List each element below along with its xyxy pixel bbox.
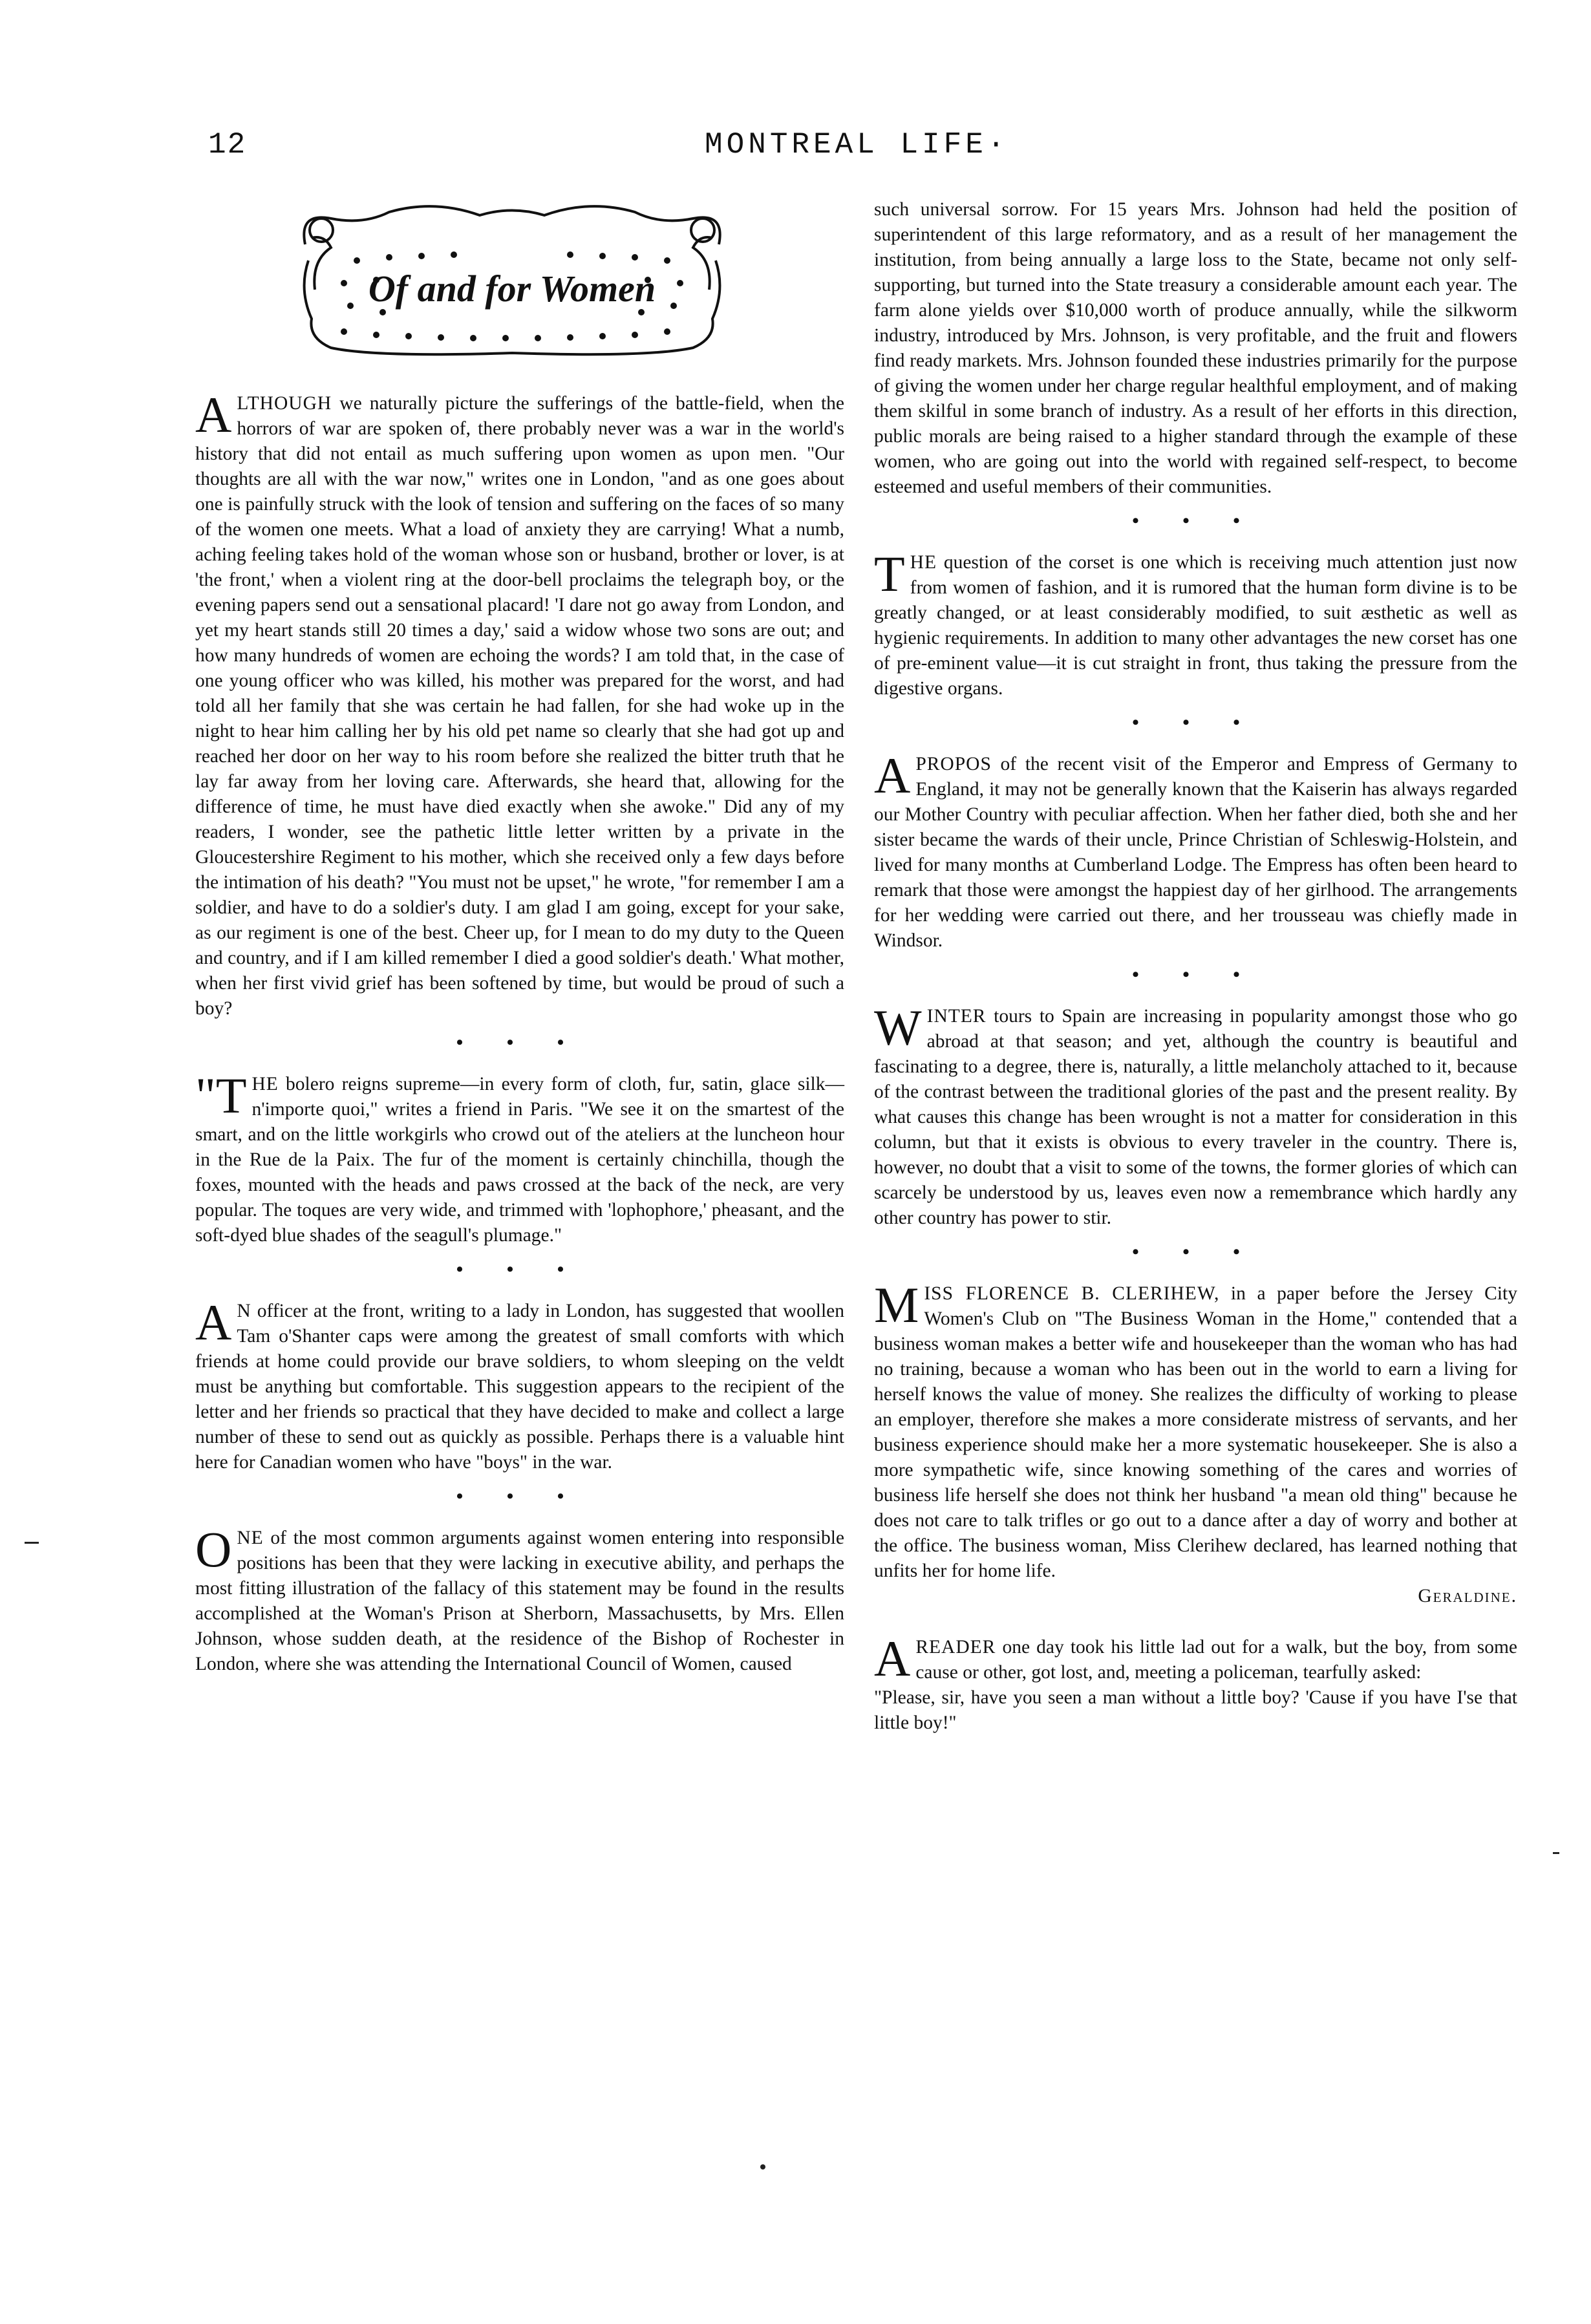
drop-cap: T <box>874 546 905 602</box>
article-lead: NE <box>237 1528 264 1548</box>
drop-cap: M <box>874 1277 919 1333</box>
article-body: "THE bolero reigns supreme—in every form of cloth, fur, satin, glace silk—n'importe quoi," writes a friend in Paris. "We see it on the smartest of the smart, and on the little workgirls who crowd out of the ateliers at the luncheon hour in the Rue de la Paix. The fur of the moment is certainly chinchilla, though the foxes, mounted with the heads and paws crossed at the back of the neck, are very popular. The toques are very wide, and trimmed with 'lophophore,' pheasant, and the soft-dyed blue shades of the seagull's plumage." <box>195 1067 844 1246</box>
article <box>195 387 844 1021</box>
article-lead: LTHOUGH <box>237 393 332 414</box>
section-separator: • • • <box>456 1259 584 1280</box>
quoted-reply: "Please, sir, have you seen a man without a little boy? 'Cause if you have I'se that little boy!" <box>874 1687 1517 1733</box>
section-separator: • • • <box>1132 964 1259 985</box>
article-lead: N <box>237 1301 251 1321</box>
article <box>874 1277 1517 1609</box>
section-spacer <box>874 1609 1517 1635</box>
article <box>195 1294 844 1475</box>
article-body: AREADER one day took his little lad out for a walk, but the boy, from some cause or other, got lost, and, meeting a policeman, tearfully asked: <box>874 1630 1517 1687</box>
margin-mark-right <box>1553 1852 1559 1854</box>
right-column <box>874 197 1517 1736</box>
article-body: ALTHOUGH we naturally picture the sufferings of the battle-field, when the horrors of war are spoken of, there probably never was a war in the world's history that did not entail as much suffering upon women as upon men. "Our thoughts are all with the war now," writes one in London, "and as one goes about one is painfully struck with the look of tension and suffering on the faces of so many of the women one meets. What a load of anxiety they are carrying! What a numb, aching feeling takes hold of the woman whose son or husband, brother or lover, is at 'the front,' when a violent ring at the door-bell proclaims the telegraph boy, or the evening papers send out a sensational placard! 'I dare not go away from London, and yet my heart stands still 20 times a day,' said a widow whose two sons are out; and how many hundreds of women are echoing the words? I am told that, in the case of one young officer who was killed, his mother was prepared for the worst, and had told all her family that she was certain he had fallen, for she had woke up in the night to hear him calling her by his old pet name so clearly that she had got up and reached her door on her way to his room before she realized the bitter truth that he lay far away from her loving care. Afterwards, she heard that, allowing for the difference of time, he must have died exactly when she awoke." Did any of my readers, I wonder, see the pathetic little letter written by a private in the Gloucestershire Regiment to his mother, which she received only a few days before the intimation of his death? "You must not be upset," he wrote, "for remember I am a soldier, and have to do a soldier's duty. I am glad I am going, except for your sake, as our regiment is one of the best. Cheer up, for I mean to do my duty to the Queen and country, and if I am killed remember I died a good soldier's death.' What mother, when her first vivid grief has been softened by time, but would be proud of such a boy? <box>195 387 844 1019</box>
article-body: MISS FLORENCE B. CLERIHEW, in a paper before the Jersey City Women's Club on "The Business Woman in the Home," contended that a business woman makes a better wife and housekeeper than the woman who has had no training, because a woman who has been out in the world to earn a living for herself knows the value of money. She realizes the difficulty of working to please an employer, therefore she makes a more considerate mistress of servants, and her business experience should make her a more systematic housekeeper. She is also a more sympathetic wife, since knowing something of the cares and worries of business life herself she does not think her husband "a mean old thing" because he does not care to talk trifles or go out to a dance after a day of worry and bother at the office. The business woman, Miss Clerihew declared, has learned nothing that unfits her for home life. <box>874 1277 1517 1581</box>
bottom-dot <box>760 2164 765 2169</box>
article <box>874 1630 1517 1736</box>
banner-title: Of and for Women <box>368 268 656 310</box>
article <box>874 747 1517 954</box>
drop-cap: A <box>195 1294 232 1350</box>
article <box>874 197 1517 500</box>
article-lead: HE <box>251 1074 279 1094</box>
section-separator: • • • <box>456 1486 584 1507</box>
section-separator: • • • <box>456 1032 584 1053</box>
article-body: APROPOS of the recent visit of the Emperor and Empress of Germany to England, it may not be generally known that the Kaiserin has always regarded our Mother Country with peculiar affection. When her father died, both she and her sister became the wards of their uncle, Prince Christian of Schleswig-Holstein, and lived for many months at Cumberland Lodge. The Empress has often been heard to remark that those were amongst the happiest day of her girlhood. The arrangements for her wedding were carried out there, and her trousseau was chiefly made in Windsor. <box>874 747 1517 951</box>
article-body: WINTER tours to Spain are increasing in popularity amongst those who go abroad at that season; and yet, although the country is beautiful and fascinating to a degree, there is, naturally, a little melancholy attached to it, because of the contrast between the traditional glories of the past and the present reality. By what causes this change has been wrought is not a matter for consideration in this column, but that it exists is obvious to every traveler in the country. There is, however, no doubt that a visit to some of the towns, the former glories of which can scarcely be understood by us, leaves even now a remembrance which hardly any other country has power to stir. <box>874 999 1517 1228</box>
section-separator: • • • <box>1132 712 1259 733</box>
signature: Geraldine. <box>1418 1586 1517 1606</box>
article-lead: ISS FLORENCE B. CLERIHEW, <box>924 1283 1220 1304</box>
section-separator: • • • <box>1132 510 1259 531</box>
article <box>874 999 1517 1231</box>
page-number: 12 <box>208 128 247 162</box>
article <box>874 546 1517 701</box>
article-lead: INTER <box>926 1006 987 1027</box>
article-lead: HE <box>910 552 937 573</box>
article <box>195 1521 844 1677</box>
margin-mark <box>25 1542 39 1544</box>
left-column-flow <box>195 387 844 1677</box>
drop-cap: A <box>195 387 232 443</box>
article-lead: PROPOS <box>915 754 992 774</box>
drop-cap: "T <box>195 1067 247 1124</box>
drop-cap: W <box>874 999 922 1056</box>
drop-cap: A <box>874 747 911 804</box>
drop-cap: O <box>195 1521 232 1577</box>
drop-cap: A <box>874 1630 911 1687</box>
article-body: THE question of the corset is one which is receiving much attention just now from women of fashion, and it is rumored that the human form divine is to be greatly changed, or at least considerably modified, to suit æsthetic as well as hygienic requirements. In addition to many other advantages the new corset has one of pre-eminent value—it is cut straight in front, thus taking the pressure from the digestive organs. <box>874 546 1517 699</box>
article-body: A N officer at the front, writing to a lady in London, has suggested that woollen Tam o'Shanter caps were among the greatest of small comforts with which friends at home could provide our brave soldiers, to whom sleeping on the veldt must be anything but comfortable. This suggestion appears to the recipient of the letter and her friends so practical that they have decided to make and collect a large number of these to send out as quickly as possible. Perhaps there is a valuable hint here for Canadian women who have "boys" in the war. <box>195 1294 844 1473</box>
article <box>195 1067 844 1248</box>
of-and-for-women-banner <box>286 199 738 361</box>
article-body: ONE of the most common arguments against women entering into responsible positions has been that they were lacking in executive ability, and perhaps the most fitting illustration of the fallacy of this statement may be found in the results accomplished at the Woman's Prison at Sherborn, Massachusetts, by Mrs. Ellen Johnson, whose sudden death, at the residence of the Bishop of Rochester in London, where she was attending the International Council of Women, caused <box>195 1521 844 1674</box>
section-separator: • • • <box>1132 1241 1259 1263</box>
running-head: MONTREAL LIFE· <box>705 128 1009 162</box>
article-lead: READER <box>915 1637 996 1658</box>
article-continuation: such universal sorrow. For 15 years Mrs. Johnson had held the position of superintendent of this large reformatory, and as a result of her management the institution, from being annually a large loss to the State, became not only self-supporting, but turned into the State treasury a considerable amount each year. The farm alone yields over $10,000 worth of produce annually, while the silkworm industry, introduced by Mrs. Johnson, is very profitable, and the fruit and flowers find ready markets. Mrs. Johnson founded these industries primarily for the purpose of giving the women under her charge regular healthful employment, and of making them skilful in some branch of industry. As a result of her efforts in this direction, public morals are being raised to a higher standard through the example of these women, who are going out into the world with regained self-respect, to become esteemed and useful members of their communities. <box>874 199 1517 497</box>
